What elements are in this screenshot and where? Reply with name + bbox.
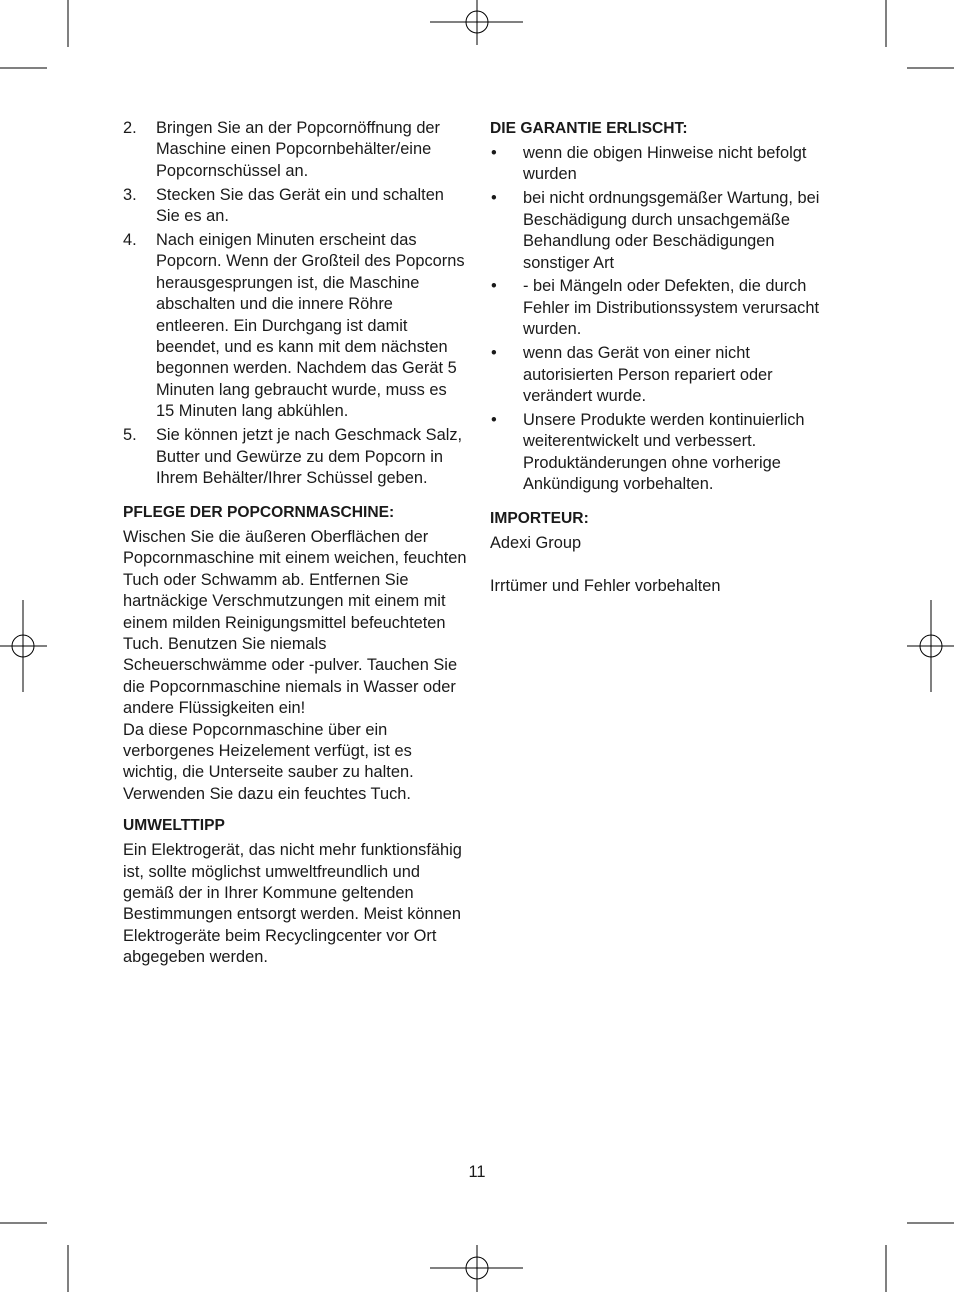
list-item [490,276,835,340]
step-text: Sie können jetzt je nach Geschmack Salz, Butter und Gewürze zu dem Popcorn in Ihrem Behälter/Ihrer Schüssel geben. [156,426,463,487]
bullet-icon: • [491,277,497,296]
list-item [123,425,468,489]
warranty-heading: DIE GARANTIE ERLISCHT: [490,120,688,137]
list-item [123,230,468,423]
list-item [490,143,835,186]
list-item [123,185,468,228]
list-item [123,118,468,182]
bullet-icon: • [491,410,497,429]
list-item [490,188,835,274]
warranty-list [490,143,835,496]
environment-paragraph: Ein Elektrogerät, das nicht mehr funktionsfähig ist, sollte möglichst umweltfreundlich und gemäß der in Ihrer Kommune geltenden Bestimmungen entsorgt werden. Meist können Elektrogeräte beim Recyclingcenter vor Ort abgegeben werden. [123,841,462,967]
page-number: 11 [468,1163,486,1181]
bullet-icon: • [491,144,497,162]
step-number: 4. [123,231,137,250]
bullet-icon: • [491,344,497,363]
environment-heading: UMWELTTIPP [123,817,225,835]
warranty-item-text: bei nicht ordnungsgemäßer Wartung, bei Beschädigung durch unsachgemäße Behandlung oder Beschädigungen sonstiger Art [523,189,820,272]
instruction-steps [123,118,468,489]
step-text: Nach einigen Minuten erscheint das Popcorn. Wenn der Großteil des Popcorns herausgesprungen ist, die Maschine abschalten und die innere Röhre entleeren. Ein Durchgang ist damit beendet, und es kann mit dem nächsten begonnen werden. Nachdem das Gerät 5 Minuten lang gebraucht wurde, muss es 15 Minuten lang abkühlen. [156,231,465,421]
warranty-item-text: Unsere Produkte werden kontinuierlich weiterentwickelt und verbessert. Produktänderungen ohne vorherige Ankündigung vorbehalten. [523,410,805,494]
step-number: 2. [123,119,137,137]
warranty-item-text: - bei Mängeln oder Defekten, die durch Fehler im Distributionssystem verursacht wurden. [523,277,820,339]
list-item [490,410,835,496]
step-text: Stecken Sie das Gerät ein und schalten Sie es an. [156,185,444,226]
warranty-item-text: wenn das Gerät von einer nicht autorisierten Person repariert oder verändert wurde. [523,344,773,405]
step-number: 3. [123,185,137,204]
disclaimer-text: Irrtümer und Fehler vorbehalten [490,576,721,595]
care-paragraph-heating: Da diese Popcornmaschine über ein verborgenes Heizelement verfügt, ist es wichtig, die Unterseite sauber zu halten. Verwenden Sie dazu ein feuchtes Tuch. [123,720,414,803]
care-heading: PFLEGE DER POPCORNMASCHINE: [123,503,395,521]
left-column [123,118,468,969]
bullet-icon: • [491,189,497,208]
list-item [490,343,835,407]
importer-heading: IMPORTEUR: [490,510,589,527]
warranty-item-text: wenn die obigen Hinweise nicht befolgt wurden [523,144,807,184]
right-column [490,118,835,597]
importer-name: Adexi Group [490,534,582,552]
care-paragraph: Wischen Sie die äußeren Oberflächen der Popcornmaschine mit einem weichen, feuchten Tuch oder Schwamm ab. Entfernen Sie hartnäckige Verschmutzungen mit einem mit einem milden Reinigungsmittel befeuchteten Tuch. Benutzen Sie niemals Scheuerschwämme oder -pulver. Tauchen Sie die Popcornmaschine niemals in Wasser oder andere Flüssigkeiten ein! [123,527,467,718]
step-text: Bringen Sie an der Popcornöffnung der Maschine einen Popcornbehälter/eine Popcornschüssel an. [156,119,441,180]
step-number: 5. [123,426,137,445]
